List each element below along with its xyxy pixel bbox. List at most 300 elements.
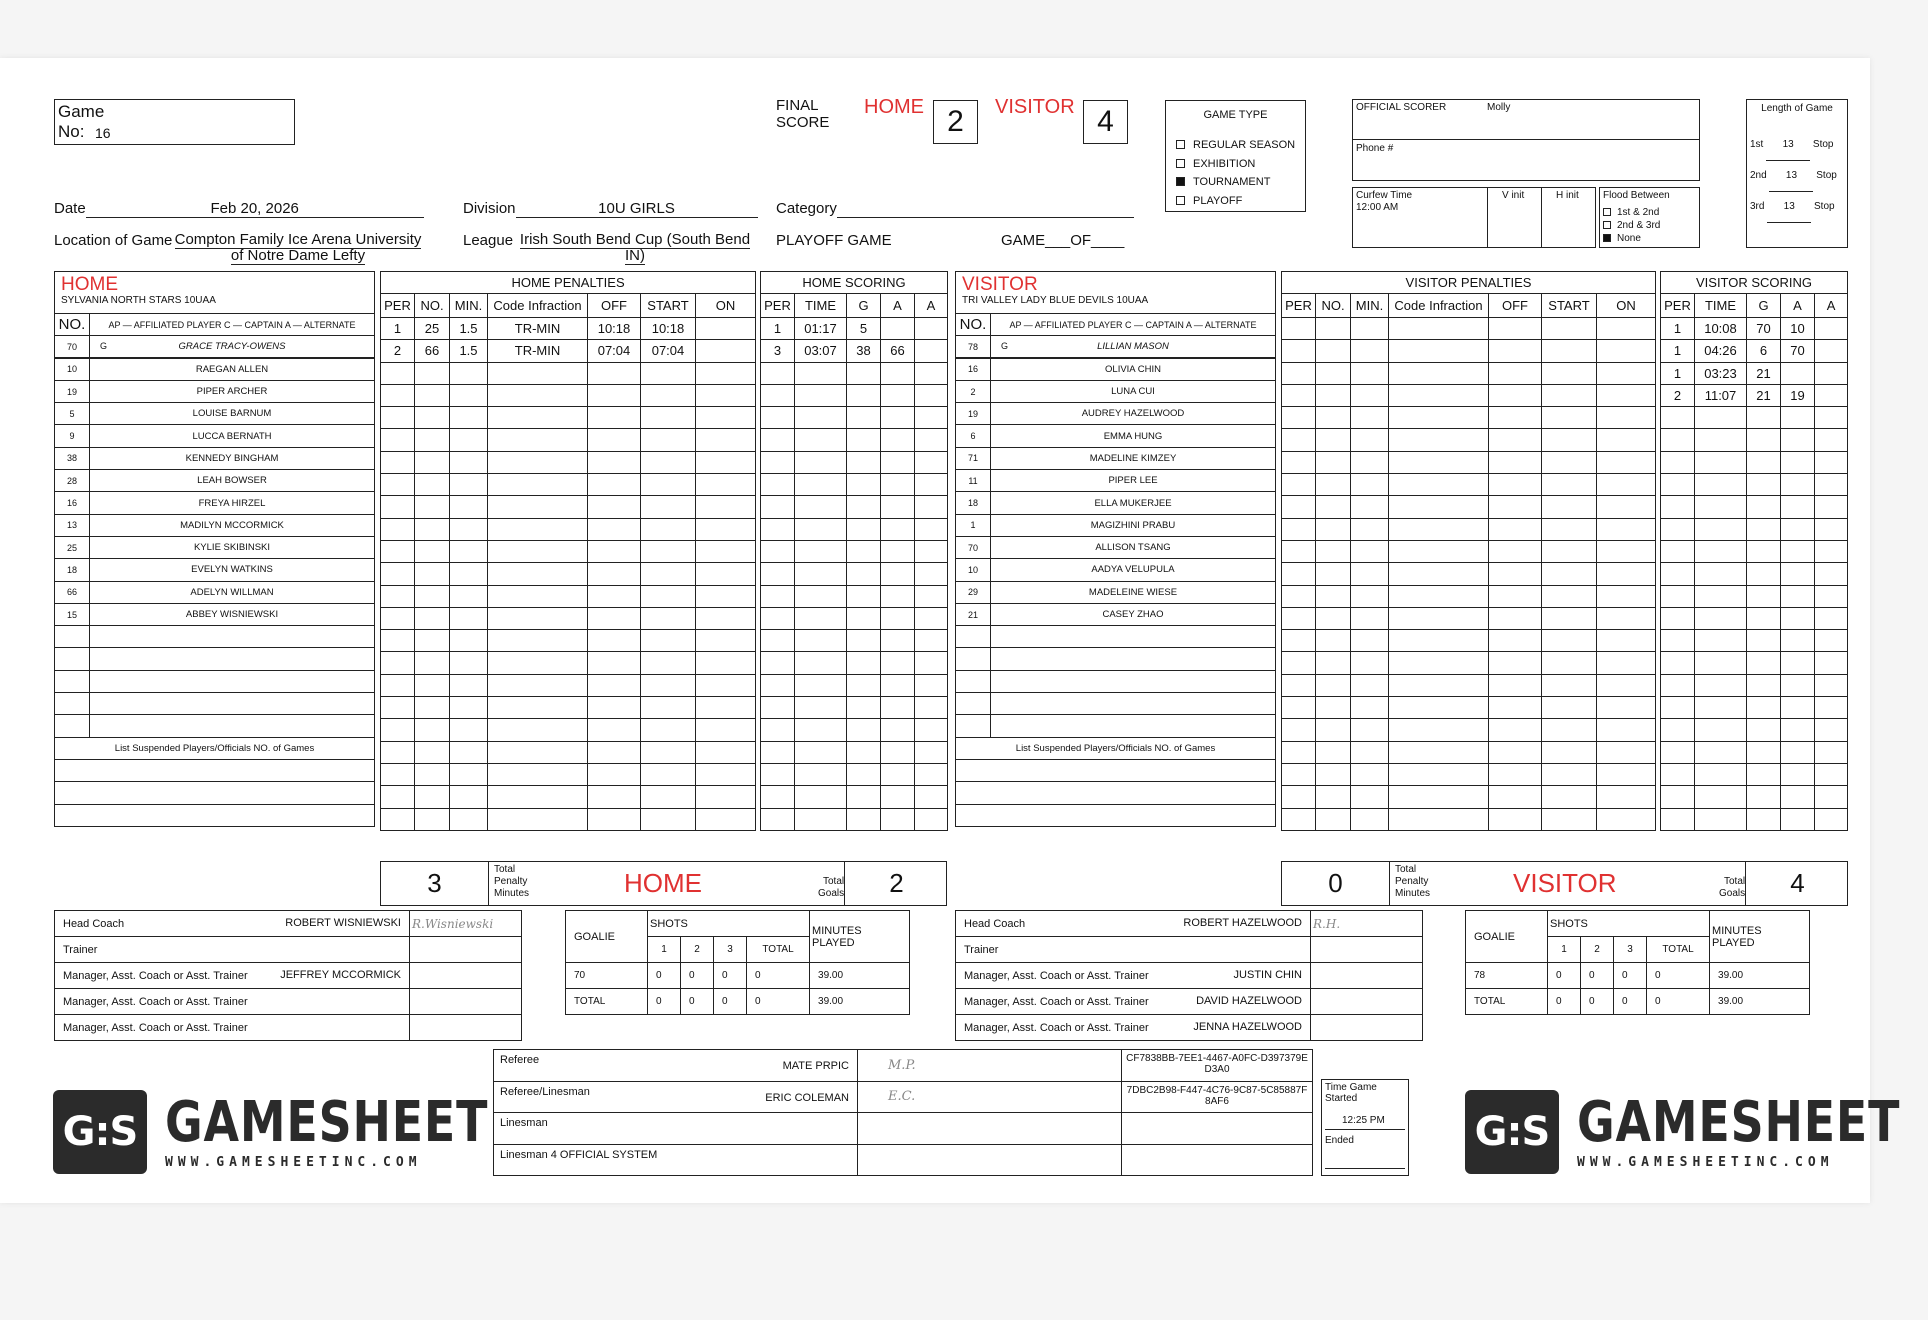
official-scorer-box <box>1352 99 1700 140</box>
scoring-row <box>1661 518 1848 540</box>
penalty-row <box>1282 318 1656 340</box>
home-score-label: HOME <box>864 96 924 118</box>
player-row: 21 CASEY ZHAO <box>956 603 1276 625</box>
player-row: 66 ADELYN WILLMAN <box>55 581 375 603</box>
player-row: 28 LEAH BOWSER <box>55 470 375 492</box>
game-type-label: EXHIBITION <box>1193 157 1256 170</box>
minutes-played-header: MINUTES PLAYED <box>1710 911 1810 963</box>
visitor-scoring-table <box>1660 271 1848 831</box>
penalty-row <box>1282 540 1656 562</box>
coach-signature <box>410 963 522 989</box>
period-length-row <box>1750 130 1837 161</box>
home-scoring-table <box>760 271 948 831</box>
scoring-row <box>761 496 948 518</box>
scoring-row <box>1661 697 1848 719</box>
home-scoring-title: HOME SCORING <box>761 272 948 294</box>
penalty-row <box>381 585 756 607</box>
penalty-row <box>1282 763 1656 785</box>
flood-box <box>1599 187 1700 248</box>
scoring-row: 3 03:07 38 66 <box>761 340 948 362</box>
scoring-row <box>761 563 948 585</box>
brand-name: GAMESHEET <box>165 1089 489 1155</box>
penalty-row <box>381 674 756 696</box>
shot-period-header: 1 <box>648 937 681 963</box>
scoring-row <box>761 808 948 830</box>
player-row: 16 FREYA HIRZEL <box>55 492 375 514</box>
checkbox-icon <box>1176 196 1185 205</box>
visitor-legend: AP — AFFILIATED PLAYER C — CAPTAIN A — ALTERNATE <box>991 314 1276 336</box>
penalty-row <box>381 429 756 451</box>
home-roster-table <box>54 271 375 827</box>
penalty-row <box>381 763 756 785</box>
period-length-row <box>1750 192 1837 223</box>
category-row <box>776 200 1134 218</box>
scoring-column-header: TIME <box>795 294 847 318</box>
player-row: 71 MADELINE KIMZEY <box>956 447 1276 469</box>
penalty-column-header: PER <box>381 294 415 318</box>
game-type-option[interactable] <box>1176 155 1295 174</box>
goalie-stats-row: TOTAL 0 0 0 0 39.00 <box>566 989 910 1015</box>
official-scorer-name: Molly <box>1487 102 1511 113</box>
brand-url: WWW.GAMESHEETINC.COM <box>1577 1154 1834 1170</box>
period-value: 13 <box>1769 161 1813 192</box>
game-type-option[interactable] <box>1176 173 1295 192</box>
official-row <box>494 1081 1313 1113</box>
player-row: 5 LOUISE BARNUM <box>55 403 375 425</box>
shots-header: SHOTS <box>648 911 810 937</box>
scoring-row <box>761 384 948 406</box>
coach-signature: R.Wisniewski <box>410 911 522 937</box>
date-label: Date <box>54 200 86 217</box>
checkbox-icon <box>1176 159 1185 168</box>
penalty-row <box>1282 607 1656 629</box>
penalty-row <box>1282 786 1656 808</box>
official-role: Linesman 4 OFFICIAL SYSTEM <box>500 1148 658 1161</box>
home-totals-box <box>380 861 947 906</box>
official-role: Referee/Linesman <box>500 1085 590 1098</box>
no-header: NO. <box>956 314 991 336</box>
official-row <box>494 1050 1313 1082</box>
scoring-column-header: PER <box>761 294 795 318</box>
game-type-option[interactable] <box>1176 136 1295 155</box>
coach-signature <box>410 989 522 1015</box>
scoring-row <box>761 674 948 696</box>
scoring-row: 2 11:07 21 19 <box>1661 384 1848 406</box>
coach-name: JENNA HAZELWOOD <box>1193 1021 1302 1033</box>
checkbox-icon <box>1176 140 1185 149</box>
coach-role: Manager, Asst. Coach or Asst. Trainer <box>63 969 248 982</box>
shot-period-header: 2 <box>681 937 714 963</box>
phone-box <box>1352 139 1700 181</box>
official-signature <box>858 1144 1122 1176</box>
penalty-column-header: Code Infraction <box>1389 294 1489 318</box>
home-penalties-table <box>380 271 756 831</box>
penalty-row <box>381 496 756 518</box>
v-init-box <box>1487 187 1542 248</box>
game-type-list <box>1176 136 1295 210</box>
time-started-value: 12:25 PM <box>1342 1115 1385 1126</box>
penalty-row <box>381 630 756 652</box>
checkbox-icon <box>1176 177 1185 186</box>
player-row <box>956 715 1276 737</box>
shot-period-header: TOTAL <box>747 937 810 963</box>
penalty-column-header: MIN. <box>450 294 488 318</box>
penalty-row <box>1282 407 1656 429</box>
official-name: ERIC COLEMAN <box>765 1091 849 1104</box>
h-init-box <box>1541 187 1596 248</box>
coach-name: ROBERT HAZELWOOD <box>1183 917 1302 929</box>
home-total-penalty-label: Total Penalty Minutes <box>494 864 530 899</box>
penalty-column-header: OFF <box>588 294 641 318</box>
game-number-box <box>54 99 295 145</box>
official-id: CF7838BB-7EE1-4467-A0FC-D397379ED3A0 <box>1122 1050 1313 1082</box>
flood-option[interactable] <box>1603 206 1660 219</box>
visitor-title: VISITOR <box>962 274 1038 295</box>
game-type-option[interactable] <box>1176 192 1295 211</box>
date-value: Feb 20, 2026 <box>86 200 424 218</box>
penalty-column-header: ON <box>696 294 756 318</box>
penalty-row <box>381 697 756 719</box>
penalty-column-header: START <box>641 294 696 318</box>
brand-name: GAMESHEET <box>1577 1089 1901 1155</box>
game-type-label: REGULAR SEASON <box>1193 139 1296 151</box>
penalty-row: 1 25 1.5 TR-MIN 10:18 10:18 <box>381 318 756 340</box>
official-signature <box>858 1113 1122 1145</box>
coach-signature <box>1311 989 1423 1015</box>
scoring-row <box>1661 763 1848 785</box>
penalty-row <box>1282 362 1656 384</box>
player-row <box>956 648 1276 670</box>
player-row: 1 MAGIZHINI PRABU <box>956 514 1276 536</box>
player-row: 13 MADILYN MCCORMICK <box>55 514 375 536</box>
penalty-column-header: MIN. <box>1351 294 1389 318</box>
scoring-column-header: G <box>1747 294 1781 318</box>
league-label: League <box>463 232 514 249</box>
penalty-row <box>1282 563 1656 585</box>
penalty-column-header: START <box>1542 294 1597 318</box>
penalty-row <box>1282 741 1656 763</box>
scoring-row <box>1661 741 1848 763</box>
player-row <box>956 693 1276 715</box>
coach-role: Trainer <box>964 943 999 956</box>
period-label: 1st <box>1750 139 1764 150</box>
minutes-played-header: MINUTES PLAYED <box>810 911 910 963</box>
game-type-title: GAME TYPE <box>1203 109 1268 121</box>
penalty-row <box>1282 384 1656 406</box>
penalty-column-header: PER <box>1282 294 1316 318</box>
goalie-stats-row: 70 0 0 0 0 39.00 <box>566 963 910 989</box>
goalie-row: 70 G GRACE TRACY-OWENS <box>55 336 375 358</box>
scoring-row <box>761 697 948 719</box>
coach-role: Head Coach <box>964 917 1026 930</box>
scoring-column-header: A <box>1781 294 1815 318</box>
scoring-row <box>1661 474 1848 496</box>
scoring-row <box>1661 429 1848 451</box>
scoring-row <box>1661 407 1848 429</box>
coach-signature <box>1311 1015 1423 1041</box>
checkbox-icon <box>1603 208 1611 216</box>
time-started-label: Time Game Started <box>1325 1082 1377 1104</box>
curfew-value: 12:00 AM <box>1356 202 1399 213</box>
scoring-row <box>1661 719 1848 741</box>
scoring-row <box>1661 451 1848 473</box>
scoring-row <box>1661 808 1848 830</box>
flood-label: Flood Between <box>1603 190 1670 201</box>
location-label: Location of Game <box>54 232 173 249</box>
game-type-label: PLAYOFF <box>1193 194 1243 207</box>
goalie-header: GOALIE <box>566 911 648 963</box>
scoring-row <box>761 652 948 674</box>
period-length-row <box>1750 161 1837 192</box>
scoring-row <box>1661 563 1848 585</box>
scoring-row <box>1661 607 1848 629</box>
scoring-row <box>761 741 948 763</box>
penalty-row <box>381 786 756 808</box>
player-row <box>55 670 375 692</box>
goalie-header: GOALIE <box>1466 911 1548 963</box>
official-scorer-label: OFFICIAL SCORER <box>1356 102 1447 113</box>
scoring-row: 1 03:23 21 <box>1661 362 1848 384</box>
division-label: Division <box>463 200 516 217</box>
penalty-row <box>1282 429 1656 451</box>
playoff-game-label: PLAYOFF GAME <box>776 232 892 249</box>
scoring-row <box>761 719 948 741</box>
coach-row <box>55 963 522 989</box>
penalty-column-header: NO. <box>415 294 450 318</box>
scoring-row <box>1661 585 1848 607</box>
home-team-name: SYLVANIA NORTH STARS 10UAA <box>61 295 216 306</box>
flood-option[interactable] <box>1603 219 1660 232</box>
player-row: 18 EVELYN WATKINS <box>55 559 375 581</box>
penalty-row <box>381 451 756 473</box>
home-totals-title: HOME <box>624 868 702 898</box>
scoring-row <box>761 540 948 562</box>
scoring-row: 1 01:17 5 <box>761 318 948 340</box>
game-sheet <box>0 58 1901 1203</box>
visitor-penalties-table <box>1281 271 1656 831</box>
final-score-label: FINAL SCORE <box>776 97 830 131</box>
player-row: 6 EMMA HUNG <box>956 425 1276 447</box>
official-row <box>494 1113 1313 1145</box>
coach-signature <box>410 1015 522 1041</box>
penalty-row <box>1282 630 1656 652</box>
shot-period-header: 3 <box>1614 937 1647 963</box>
official-role: Referee <box>500 1054 540 1066</box>
penalty-column-header: OFF <box>1489 294 1542 318</box>
coach-signature: R.H. <box>1311 911 1423 937</box>
scoring-row <box>1661 496 1848 518</box>
time-game-box <box>1321 1079 1409 1176</box>
coach-row <box>956 911 1423 937</box>
home-penalties-title: HOME PENALTIES <box>381 272 756 294</box>
game-of-label: GAME___OF____ <box>1001 232 1125 249</box>
official-id <box>1122 1144 1313 1176</box>
penalty-row <box>1282 674 1656 696</box>
game-number: 16 <box>95 125 111 141</box>
visitor-goalie-stats-table <box>1465 910 1810 1015</box>
division-value: 10U GIRLS <box>516 200 758 218</box>
scoring-row <box>1661 540 1848 562</box>
penalty-row <box>381 719 756 741</box>
goalie-row: 78 G LILLIAN MASON <box>956 336 1276 358</box>
visitor-penalties-title: VISITOR PENALTIES <box>1282 272 1656 294</box>
goalie-stats-row: TOTAL 0 0 0 0 39.00 <box>1466 989 1810 1015</box>
coach-role: Head Coach <box>63 917 125 930</box>
official-signature: E.C. <box>858 1081 1122 1113</box>
period-lengths <box>1750 130 1837 223</box>
player-row: 9 LUCCA BERNATH <box>55 425 375 447</box>
shot-period-header: 1 <box>1548 937 1581 963</box>
coach-row <box>55 937 522 963</box>
shot-period-header: 2 <box>1581 937 1614 963</box>
penalty-row <box>381 607 756 629</box>
game-label: Game <box>58 102 105 121</box>
player-row: 19 PIPER ARCHER <box>55 380 375 402</box>
scoring-row <box>761 474 948 496</box>
officials-table <box>493 1049 1313 1176</box>
home-title: HOME <box>61 274 118 295</box>
coach-signature <box>1311 963 1423 989</box>
flood-options <box>1603 206 1660 245</box>
game-no-label: No: <box>58 122 85 141</box>
scoring-column-header: TIME <box>1695 294 1747 318</box>
scoring-row <box>761 362 948 384</box>
coach-row <box>956 989 1423 1015</box>
coach-role: Manager, Asst. Coach or Asst. Trainer <box>63 1021 248 1034</box>
scoring-row <box>761 518 948 540</box>
penalty-column-header: NO. <box>1316 294 1351 318</box>
coach-signature <box>410 937 522 963</box>
penalty-row <box>381 652 756 674</box>
period-value: 13 <box>1767 192 1811 223</box>
visitor-total-goals-label: Total Goals <box>1719 876 1746 899</box>
period-label: 3rd <box>1750 201 1765 212</box>
penalty-column-header: ON <box>1597 294 1656 318</box>
gs-mark-icon: G:S <box>1465 1090 1559 1174</box>
shots-header: SHOTS <box>1548 911 1710 937</box>
penalty-row <box>1282 697 1656 719</box>
date-row <box>54 200 424 218</box>
penalty-row: 2 66 1.5 TR-MIN 07:04 07:04 <box>381 340 756 362</box>
coach-signature <box>1311 937 1423 963</box>
flood-option-label: None <box>1617 233 1641 244</box>
scoring-row <box>1661 630 1848 652</box>
scoring-row <box>761 607 948 629</box>
period-label: 2nd <box>1750 170 1767 181</box>
visitor-total-penalty-minutes: 0 <box>1282 862 1390 905</box>
scoring-row <box>1661 786 1848 808</box>
penalty-row <box>1282 474 1656 496</box>
h-init-label: H init <box>1556 190 1579 201</box>
penalty-row <box>381 362 756 384</box>
period-stop: Stop <box>1812 139 1834 150</box>
shot-period-header: TOTAL <box>1647 937 1710 963</box>
coach-row <box>956 963 1423 989</box>
period-stop: Stop <box>1814 201 1835 212</box>
flood-option-label: 1st & 2nd <box>1617 207 1660 218</box>
gamesheet-logo-left <box>53 1090 559 1174</box>
flood-option-label: 2nd & 3rd <box>1617 220 1661 231</box>
scoring-row <box>761 763 948 785</box>
time-ended-label: Ended <box>1325 1135 1354 1146</box>
visitor-coaches-table <box>955 910 1423 1041</box>
coach-role: Manager, Asst. Coach or Asst. Trainer <box>63 995 248 1008</box>
penalty-row <box>381 407 756 429</box>
official-signature: M.P. <box>858 1050 1122 1082</box>
coach-role: Trainer <box>63 943 98 956</box>
player-row <box>55 626 375 648</box>
penalty-row <box>1282 340 1656 362</box>
player-row <box>956 626 1276 648</box>
penalty-row <box>1282 719 1656 741</box>
league-value <box>512 232 758 264</box>
coach-role: Manager, Asst. Coach or Asst. Trainer <box>964 995 1149 1008</box>
scoring-column-header: A <box>1815 294 1848 318</box>
penalty-row <box>1282 808 1656 830</box>
penalty-row <box>381 808 756 830</box>
checkbox-icon <box>1603 221 1611 229</box>
scoring-row <box>1661 652 1848 674</box>
period-value: 13 <box>1766 130 1810 161</box>
scoring-row <box>761 429 948 451</box>
scoring-row <box>761 585 948 607</box>
player-row: 29 MADELEINE WIESE <box>956 581 1276 603</box>
home-total-penalty-minutes: 3 <box>381 862 489 905</box>
visitor-total-goals: 4 <box>1745 862 1849 905</box>
visitor-score-label: VISITOR <box>995 96 1075 118</box>
coach-name: JEFFREY MCCORMICK <box>280 969 401 981</box>
scoring-row <box>761 630 948 652</box>
player-row: 70 ALLISON TSANG <box>956 536 1276 558</box>
coach-row <box>55 989 522 1015</box>
scoring-column-header: A <box>915 294 948 318</box>
scoring-row <box>1661 674 1848 696</box>
scoring-row <box>761 786 948 808</box>
penalty-row <box>381 474 756 496</box>
gs-mark-icon: G:S <box>53 1090 147 1174</box>
category-label: Category <box>776 200 837 217</box>
player-row: 16 OLIVIA CHIN <box>956 358 1276 380</box>
penalty-row <box>1282 652 1656 674</box>
scoring-column-header: A <box>881 294 915 318</box>
player-row: 15 ABBEY WISNIEWSKI <box>55 603 375 625</box>
flood-option[interactable] <box>1603 232 1660 245</box>
length-of-game-box <box>1746 99 1848 248</box>
official-row <box>494 1144 1313 1176</box>
penalty-row <box>381 540 756 562</box>
penalty-row <box>381 563 756 585</box>
player-row: 25 KYLIE SKIBINSKI <box>55 536 375 558</box>
scoring-row: 1 10:08 70 10 <box>1661 318 1848 340</box>
location-value <box>172 232 424 264</box>
coach-row <box>956 937 1423 963</box>
shot-period-header: 3 <box>714 937 747 963</box>
player-row <box>55 715 375 737</box>
player-row <box>55 648 375 670</box>
v-init-label: V init <box>1502 190 1525 201</box>
length-label: Length of Game <box>1761 103 1833 114</box>
home-total-goals: 2 <box>844 862 948 905</box>
division-row <box>463 200 758 218</box>
no-header: NO. <box>55 314 90 336</box>
goalie-stats-row: 78 0 0 0 0 39.00 <box>1466 963 1810 989</box>
scoring-row <box>761 451 948 473</box>
penalty-row <box>381 518 756 540</box>
game-type-label: TOURNAMENT <box>1193 176 1271 188</box>
coach-row <box>55 911 522 937</box>
official-id: 7DBC2B98-F447-4C76-9C87-5C85887F8AF6 <box>1122 1081 1313 1113</box>
coach-role: Manager, Asst. Coach or Asst. Trainer <box>964 969 1149 982</box>
